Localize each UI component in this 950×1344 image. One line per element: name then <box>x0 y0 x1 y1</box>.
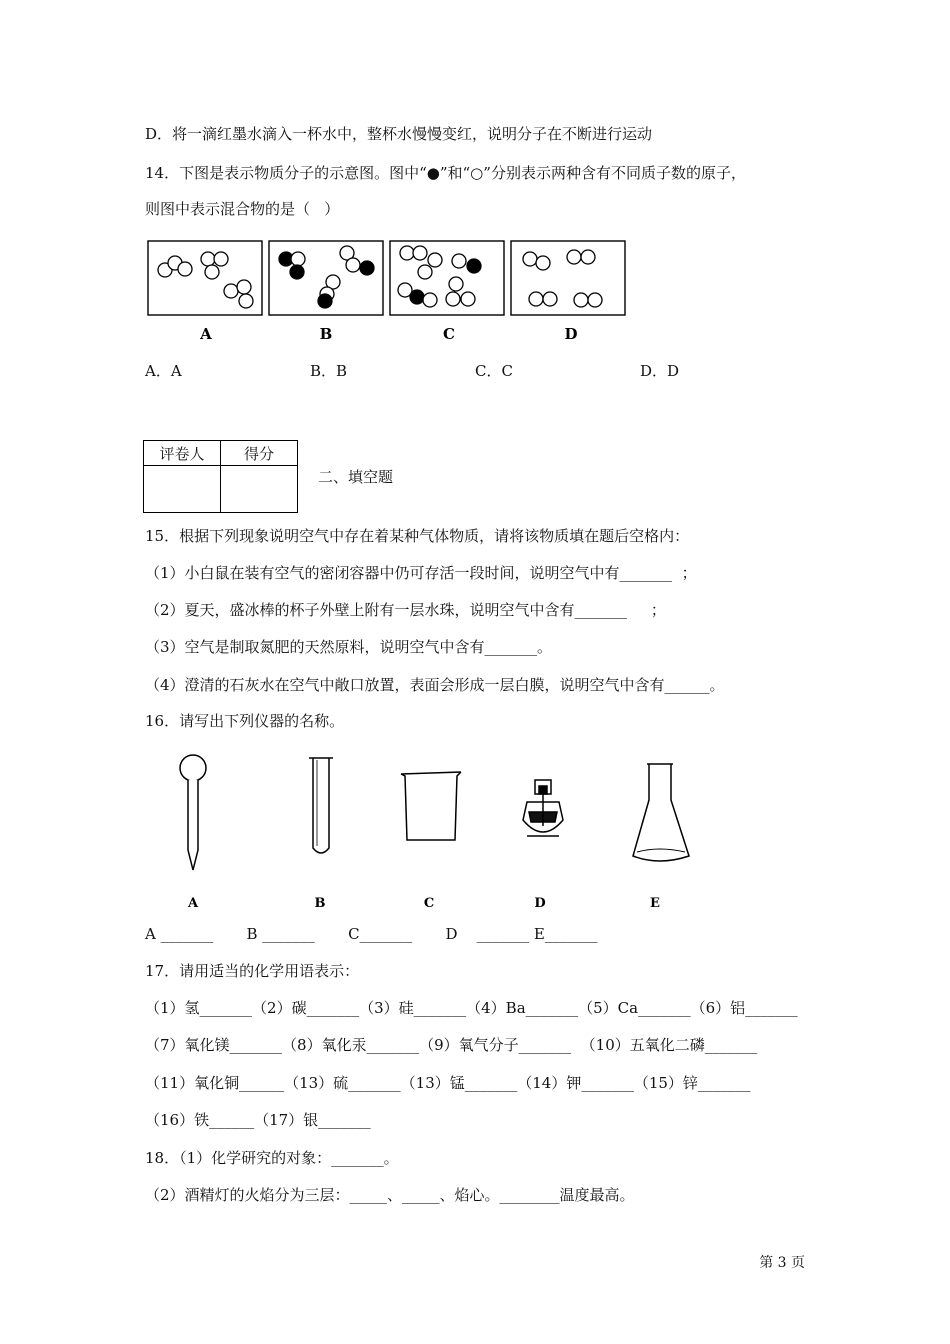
score-cell[interactable] <box>221 466 298 513</box>
score-table <box>143 440 298 513</box>
q17-row-3: （11）氧化铜______（13）硫_______（13）锰_______（14）钾_______（15）锌_______ <box>145 1074 751 1092</box>
q15-item-4: （4）澄清的石灰水在空气中敞口放置，表面会形成一层白膜，说明空气中含有______。 <box>145 676 725 694</box>
molecule-label-b: B <box>319 325 333 343</box>
score-header-grader: 评卷人 <box>144 441 221 466</box>
q17-row-1: （1）氢_______（2）碳_______（3）硅_______（4）Ba_______（5）Ca_______（6）铝_______ <box>145 999 798 1017</box>
molecule-label-c: C <box>443 325 455 343</box>
q18-item-2: （2）酒精灯的火焰分为三层：_____、_____、焰心。________温度最高。 <box>145 1186 635 1204</box>
choice-d[interactable]: D．D <box>640 362 680 380</box>
grader-cell[interactable] <box>144 466 221 513</box>
instrument-label-a: A <box>187 896 199 911</box>
q13-option-d: D．将一滴红墨水滴入一杯水中，整杯水慢慢变红，说明分子在不断进行运动 <box>145 125 653 143</box>
molecule-label-d: D <box>564 325 578 343</box>
q18-item-1: 18．（1）化学研究的对象：_______。 <box>145 1149 399 1167</box>
page-number: 第 3 页 <box>759 1255 805 1271</box>
q17-row-4: （16）铁______（17）银_______ <box>145 1111 371 1129</box>
choice-a[interactable]: A．A <box>145 362 182 380</box>
q14-stem-2: 则图中表示混合物的是（ ） <box>145 200 340 218</box>
q15-item-3: （3）空气是制取氮肥的天然原料，说明空气中含有_______。 <box>145 638 553 656</box>
q16-answers: A _______ B _______ C_______ D _______ E_______ <box>145 925 598 943</box>
q15-item-1: （1）小白鼠在装有空气的密闭容器中仍可存活一段时间，说明空气中有_______ ； <box>145 564 697 582</box>
test-tube-icon <box>309 758 333 853</box>
conical-flask-icon <box>633 764 689 861</box>
dropper-icon <box>180 755 206 870</box>
molecule-label-a: A <box>200 325 212 343</box>
q15-item-2: （2）夏天，盛冰棒的杯子外壁上附有一层水珠，说明空气中含有_______ ； <box>145 601 666 619</box>
choice-b[interactable]: B．B <box>310 362 348 380</box>
choice-c[interactable]: C．C <box>475 362 513 380</box>
q16-stem: 16．请写出下列仪器的名称。 <box>145 712 345 730</box>
molecule-figure <box>143 236 630 344</box>
section-title: 二、填空题 <box>318 468 394 486</box>
instrument-figure <box>143 740 731 912</box>
q15-stem: 15．根据下列现象说明空气中存在着某种气体物质，请将该物质填在题后空格内： <box>145 527 690 545</box>
q14-stem-1: 14．下图是表示物质分子的示意图。图中“●”和“○”分别表示两种含有不同质子数的原子， <box>145 164 746 182</box>
instrument-label-d: D <box>534 896 546 911</box>
q17-stem: 17．请用适当的化学用语表示： <box>145 962 360 980</box>
instrument-label-b: B <box>314 896 326 911</box>
beaker-icon <box>401 772 461 840</box>
alcohol-lamp-icon <box>523 780 563 836</box>
score-header-score: 得分 <box>221 441 298 466</box>
instrument-label-c: C <box>423 896 435 911</box>
instrument-label-e: E <box>650 896 660 911</box>
q17-row-2: （7）氧化镁_______（8）氧化汞_______（9）氧气分子_______ （10）五氧化二磷_______ <box>145 1036 758 1054</box>
